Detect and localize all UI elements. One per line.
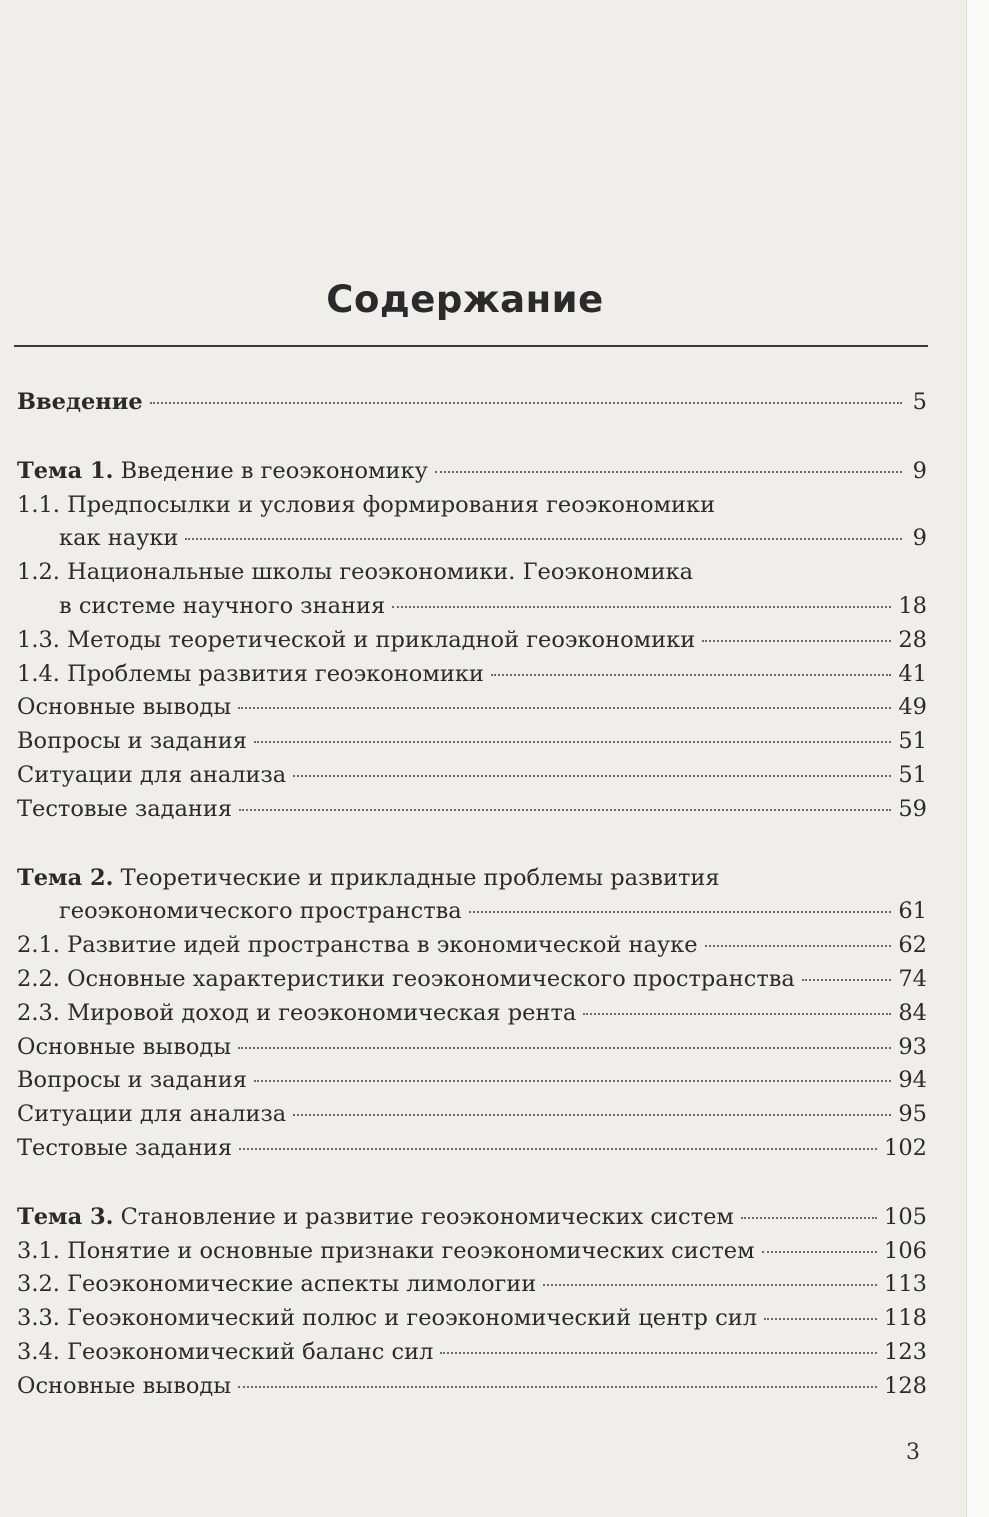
toc-entry-title: Ситуации для анализа — [17, 761, 287, 788]
toc-page-number: 49 — [898, 694, 927, 721]
toc-entry-title: Основные выводы — [17, 1372, 232, 1399]
dot-leader — [435, 470, 902, 473]
toc-entry-title: Основные выводы — [17, 694, 232, 721]
toc-entry[interactable] — [17, 658, 927, 692]
toc-entry-title: Основные выводы — [17, 1033, 232, 1060]
dot-leader — [238, 1046, 891, 1049]
toc-entry[interactable] — [17, 691, 927, 725]
toc-page-number: 95 — [898, 1101, 927, 1128]
page-title: Содержание — [326, 278, 604, 321]
toc-entry[interactable] — [17, 489, 927, 557]
toc-entry-title: 3.2. Геоэкономические аспекты лимологии — [17, 1271, 537, 1298]
page-number: 3 — [906, 1440, 920, 1465]
toc-entry-continuation: в системе научного знания — [59, 592, 386, 619]
toc-page-number: 106 — [884, 1237, 927, 1264]
toc-entry-title: 1.4. Проблемы развития геоэкономики — [17, 660, 484, 687]
dot-leader — [583, 1012, 891, 1015]
dot-leader — [741, 1216, 877, 1219]
dot-leader — [150, 401, 902, 404]
dot-leader — [254, 1079, 891, 1082]
dot-leader — [491, 673, 891, 676]
title-divider — [14, 345, 928, 347]
dot-leader — [254, 740, 891, 743]
toc-entry[interactable] — [17, 1268, 927, 1302]
topic-prefix: Тема 1. — [17, 457, 114, 484]
toc-page-number: 9 — [912, 457, 927, 484]
toc-entry-title: Вопросы и задания — [17, 728, 247, 755]
toc-page-number: 51 — [898, 761, 927, 788]
dot-leader — [238, 1385, 877, 1388]
dot-leader — [543, 1283, 877, 1286]
dot-leader — [702, 639, 891, 642]
toc-entry-title: Вопросы и задания — [17, 1067, 247, 1094]
toc-page-number: 41 — [898, 660, 927, 687]
toc-page-number: 93 — [898, 1033, 927, 1060]
topic-prefix: Тема 2. — [17, 864, 114, 891]
toc-entry[interactable] — [17, 793, 927, 827]
toc-page-number: 28 — [898, 626, 927, 653]
toc-entry-continuation: геоэкономического пространства — [59, 898, 462, 925]
dot-leader — [293, 774, 891, 777]
toc-page-number: 18 — [898, 592, 927, 619]
dot-leader — [469, 910, 892, 913]
table-of-contents — [17, 386, 927, 1439]
toc-entry-title: 1.3. Методы теоретической и прикладной геоэкономики — [17, 626, 696, 653]
toc-page-number: 94 — [898, 1067, 927, 1094]
toc-entry[interactable] — [17, 1302, 927, 1336]
toc-page-number: 59 — [898, 795, 927, 822]
toc-entry[interactable] — [17, 997, 927, 1031]
toc-entry[interactable] — [17, 386, 927, 420]
toc-entry[interactable] — [17, 759, 927, 793]
toc-entry-title: 3.1. Понятие и основные признаки геоэкономических систем — [17, 1237, 755, 1264]
toc-page-number: 113 — [884, 1271, 927, 1298]
toc-entry-title: 3.4. Геоэкономический баланс сил — [17, 1338, 434, 1365]
toc-entry-title: 1.2. Национальные школы геоэкономики. Геоэкономика — [17, 559, 694, 586]
toc-entry-title: Становление и развитие геоэкономических систем — [120, 1203, 734, 1230]
page-edge — [966, 0, 989, 1517]
toc-page-number: 84 — [898, 999, 927, 1026]
dot-leader — [239, 1147, 877, 1150]
toc-entry[interactable] — [17, 929, 927, 963]
toc-entry[interactable] — [17, 725, 927, 759]
toc-section — [17, 862, 927, 1166]
toc-entry[interactable] — [17, 624, 927, 658]
toc-entry-title: 1.1. Предпосылки и условия формирования геоэкономики — [17, 491, 716, 518]
toc-entry[interactable] — [17, 1031, 927, 1065]
toc-entry-title: Введение в геоэкономику — [120, 457, 428, 484]
dot-leader — [185, 537, 902, 540]
topic-prefix: Тема 3. — [17, 1203, 114, 1230]
dot-leader — [440, 1351, 877, 1354]
toc-entry-title: Тестовые задания — [17, 1134, 233, 1161]
toc-page-number: 62 — [898, 932, 927, 959]
toc-page-number: 105 — [884, 1203, 927, 1230]
toc-entry-title: Теоретические и прикладные проблемы развития — [120, 864, 720, 891]
dot-leader — [392, 605, 891, 608]
toc-page-number: 128 — [884, 1372, 927, 1399]
toc-page-number: 102 — [884, 1134, 927, 1161]
toc-section — [17, 386, 927, 420]
toc-entry-continuation: как науки — [59, 525, 179, 552]
toc-entry[interactable] — [17, 1098, 927, 1132]
toc-page-number: 74 — [898, 965, 927, 992]
toc-entry[interactable] — [17, 1235, 927, 1269]
dot-leader — [762, 1250, 877, 1253]
toc-entry-title: 2.2. Основные характеристики геоэкономического пространства — [17, 965, 795, 992]
toc-entry-title: 2.3. Мировой доход и геоэкономическая рента — [17, 999, 577, 1026]
toc-section — [17, 455, 927, 827]
toc-entry[interactable] — [17, 556, 927, 624]
toc-page-number: 118 — [884, 1305, 927, 1332]
toc-page-number: 51 — [898, 728, 927, 755]
dot-leader — [705, 944, 892, 947]
toc-page-number: 5 — [912, 389, 927, 415]
toc-entry[interactable] — [17, 1201, 927, 1235]
toc-entry-title: Тестовые задания — [17, 795, 233, 822]
toc-entry-title: 3.3. Геоэкономический полюс и геоэкономический центр сил — [17, 1305, 757, 1332]
toc-entry[interactable] — [17, 963, 927, 997]
dot-leader — [764, 1317, 877, 1320]
toc-page-number: 123 — [884, 1338, 927, 1365]
toc-entry-title: 2.1. Развитие идей пространства в экономической науке — [17, 932, 698, 959]
toc-entry[interactable] — [17, 1064, 927, 1098]
toc-entry[interactable] — [17, 1336, 927, 1370]
toc-entry-title: Введение — [17, 389, 143, 415]
dot-leader — [802, 978, 892, 981]
dot-leader — [239, 808, 891, 811]
toc-section — [17, 1201, 927, 1404]
toc-entry[interactable] — [17, 862, 927, 930]
dot-leader — [238, 706, 891, 709]
toc-page-number: 9 — [912, 525, 927, 552]
toc-entry[interactable] — [17, 455, 927, 489]
toc-entry-title: Ситуации для анализа — [17, 1101, 287, 1128]
toc-page-number: 61 — [898, 898, 927, 925]
toc-entry[interactable] — [17, 1132, 927, 1166]
dot-leader — [293, 1113, 891, 1116]
toc-entry[interactable] — [17, 1370, 927, 1404]
